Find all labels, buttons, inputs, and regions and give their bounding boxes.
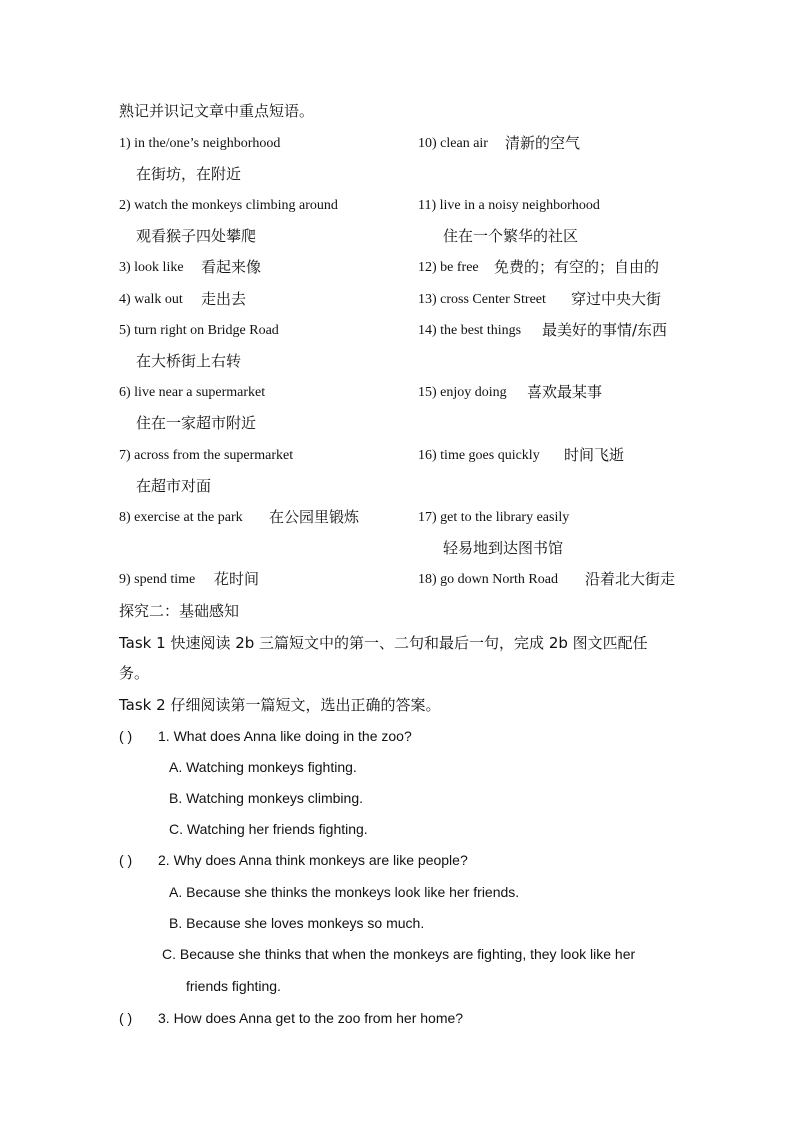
phrase-3-english: 3) look like [119,260,184,275]
question-1-text: 1. What does Anna like doing in the zoo? [158,728,412,744]
phrase-2-english: 2) watch the monkeys climbing around [119,198,338,213]
task-2-instruction: Task 2 仔细阅读第一篇短文，选出正确的答案。 [119,696,441,714]
phrase-11-chinese: 住在一个繁华的社区 [443,227,579,245]
phrase-16-english: 16) time goes quickly [418,448,540,463]
intro-instruction: 熟记并识记文章中重点短语。 [119,102,315,120]
question-1-option-b: B. Watching monkeys climbing. [169,790,363,806]
question-1-option-a: A. Watching monkeys fighting. [169,759,357,775]
phrase-6-chinese: 住在一家超市附近 [136,414,257,432]
task-1-line-2: 务。 [119,664,150,682]
question-2-option-a: A. Because she thinks the monkeys look like her friends. [169,884,520,900]
question-1-option-c: C. Watching her friends fighting. [169,821,368,837]
question-2-text: 2. Why does Anna think monkeys are like people? [158,852,468,868]
phrase-11-english: 11) live in a noisy neighborhood [418,198,600,213]
phrase-17-english: 17) get to the library easily [418,510,570,525]
question-1-answer-blank: ( ) [119,728,133,744]
phrase-8-english: 8) exercise at the park [119,510,243,525]
phrase-9-chinese: 花时间 [214,570,260,588]
question-2-option-b: B. Because she loves monkeys so much. [169,915,425,931]
phrase-13-chinese: 穿过中央大街 [571,290,662,308]
phrase-15-chinese: 喜欢最某事 [527,383,603,401]
phrase-7-english: 7) across from the supermarket [119,448,294,463]
phrase-9-english: 9) spend time [119,572,196,587]
question-2-answer-blank: ( ) [119,852,133,868]
section-2-heading: 探究二：基础感知 [119,602,240,620]
phrase-4-chinese: 走出去 [201,290,247,308]
phrase-17-chinese: 轻易地到达图书馆 [443,539,564,557]
phrase-10-chinese: 清新的空气 [505,134,581,152]
phrase-2-chinese: 观看猴子四处攀爬 [136,227,257,245]
phrase-18-english: 18) go down North Road [418,572,558,587]
phrase-14-english: 14) the best things [418,323,522,338]
phrase-5-english: 5) turn right on Bridge Road [119,323,279,338]
question-2-option-c-line-1: C. Because she thinks that when the monkeys are fighting, they look like her [162,946,636,962]
question-3-text: 3. How does Anna get to the zoo from her home? [158,1010,464,1026]
phrase-18-chinese: 沿着北大街走 [585,570,676,588]
phrase-12-english: 12) be free [418,260,479,275]
task-1-line-1: Task 1 快速阅读 2b 三篇短文中的第一、二句和最后一句，完成 2b 图文匹配任 [119,634,648,652]
question-2-option-c-line-2: friends fighting. [186,978,281,994]
phrase-3-chinese: 看起来像 [201,258,262,276]
phrase-10-english: 10) clean air [418,136,488,151]
phrase-4-english: 4) walk out [119,292,183,307]
phrase-1-chinese: 在街坊，在附近 [136,165,242,183]
phrase-12-chinese: 免费的；有空的；自由的 [494,258,660,276]
phrase-7-chinese: 在超市对面 [136,477,212,495]
phrase-16-chinese: 时间飞逝 [564,446,625,464]
phrase-15-english: 15) enjoy doing [418,385,507,400]
phrase-6-english: 6) live near a supermarket [119,385,266,400]
phrase-1-english: 1) in the/one’s neighborhood [119,136,281,151]
phrase-13-english: 13) cross Center Street [418,292,546,307]
phrase-14-chinese: 最美好的事情/东西 [542,321,668,339]
phrase-8-chinese: 在公园里锻炼 [269,508,360,526]
question-3-answer-blank: ( ) [119,1010,133,1026]
phrase-5-chinese: 在大桥街上右转 [136,352,242,370]
